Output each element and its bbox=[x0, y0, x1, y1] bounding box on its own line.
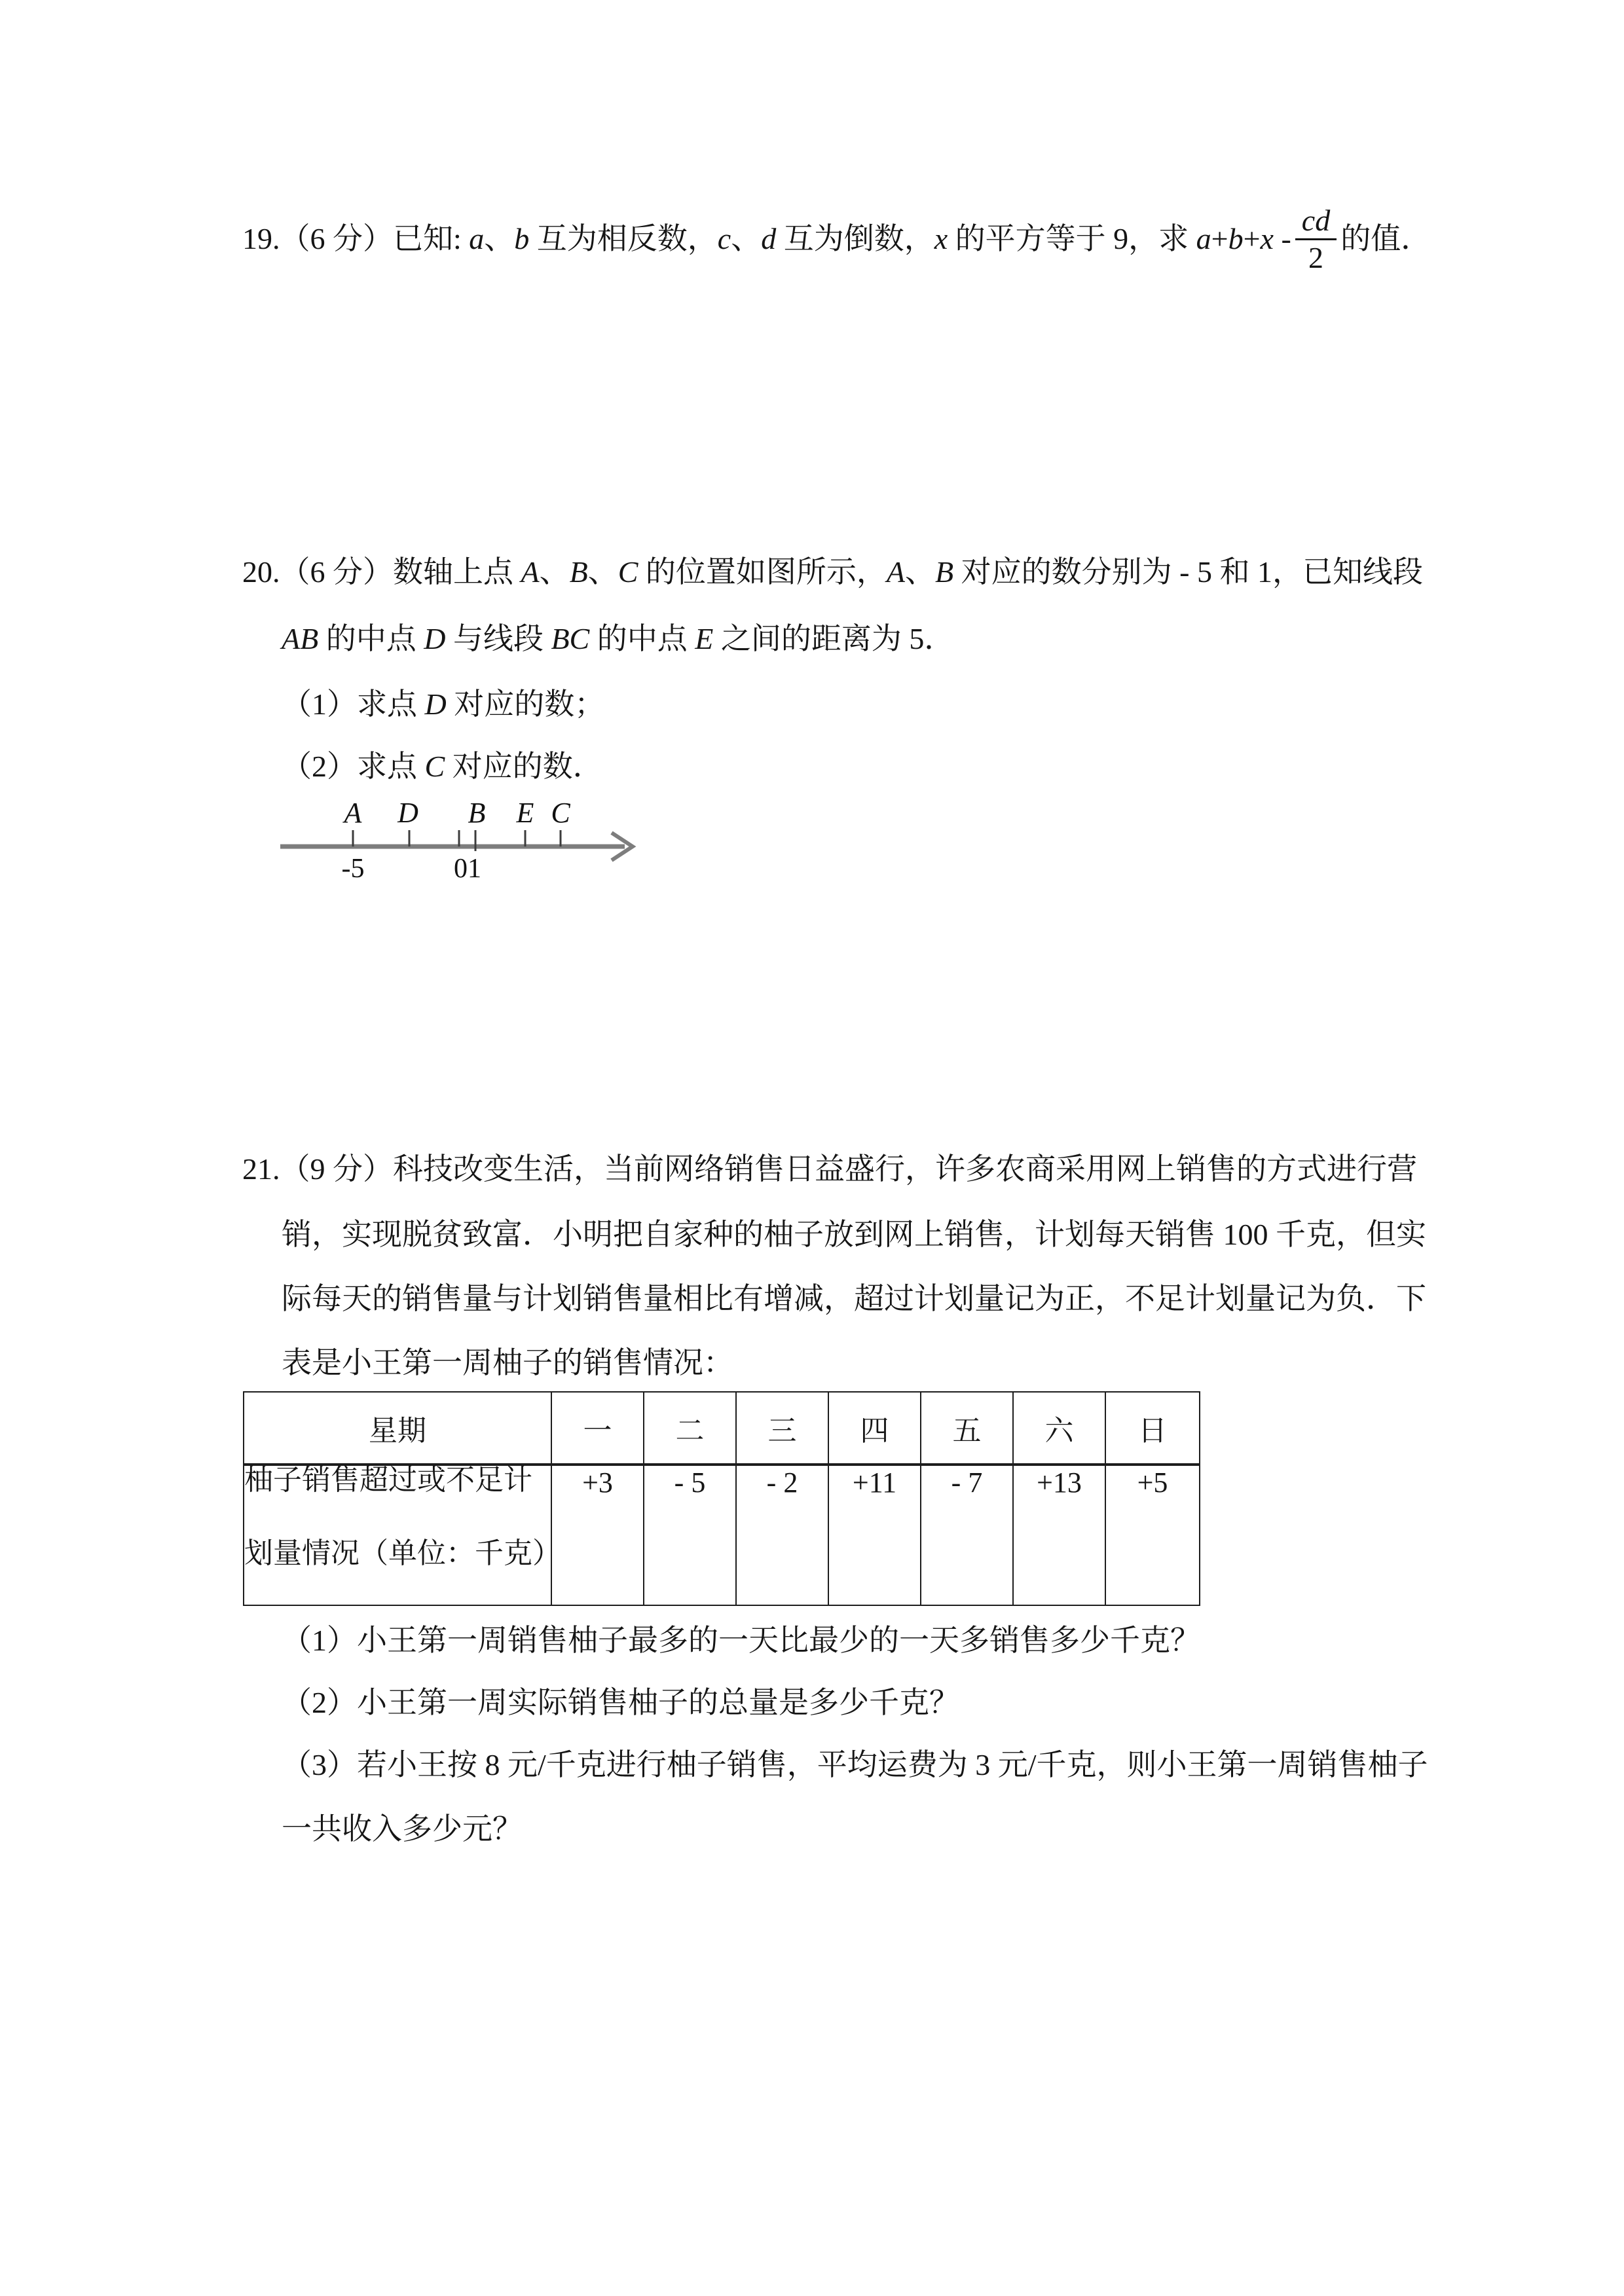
point-label-A: A bbox=[344, 797, 362, 829]
tick-value-minus5: -5 bbox=[341, 854, 365, 884]
header-sat: 六 bbox=[1013, 1392, 1105, 1465]
header-sun: 日 bbox=[1105, 1392, 1200, 1465]
point-label-B: B bbox=[468, 797, 486, 829]
q19-fraction-denominator: 2 bbox=[1308, 240, 1323, 274]
header-thu: 四 bbox=[828, 1392, 921, 1465]
sales-table-header-row bbox=[244, 1392, 1200, 1465]
question-21-item3-line1: （3）若小王按 8 元/千克进行柚子销售，平均运费为 3 元/千克，则小王第一周销售柚子 bbox=[282, 1748, 1428, 1781]
question-20-item1: （1）求点 D 对应的数； bbox=[282, 687, 605, 721]
question-21-line4: 表是小王第一周柚子的销售情况： bbox=[282, 1346, 733, 1379]
header-wed: 三 bbox=[736, 1392, 828, 1465]
sales-table-data-row bbox=[244, 1465, 1200, 1605]
value-sun: +5 bbox=[1105, 1465, 1200, 1605]
question-20-line1: 20.（6 分）数轴上点 A、B、C 的位置如图所示，A、B 对应的数分别为 - 5 和 1，已知线段 bbox=[242, 555, 1423, 589]
number-line-figure bbox=[275, 784, 648, 886]
value-mon: +3 bbox=[551, 1465, 644, 1605]
question-21-line1: 21.（9 分）科技改变生活，当前网络销售日益盛行，许多农商采用网上销售的方式进行营 bbox=[242, 1152, 1417, 1186]
point-label-E: E bbox=[516, 797, 534, 829]
question-21-item1: （1）小王第一周销售柚子最多的一天比最少的一天多销售多少千克？ bbox=[282, 1624, 1200, 1657]
q19-text-after-fraction: 的值． bbox=[1340, 221, 1431, 255]
row-label-line1: 柚子销售超过或不足计 bbox=[244, 1464, 532, 1496]
header-mon: 一 bbox=[551, 1392, 644, 1465]
point-label-C: C bbox=[551, 797, 570, 829]
question-21-line3: 际每天的销售量与计划销售量相比有增减，超过计划量记为正，不足计划量记为负．下 bbox=[282, 1282, 1426, 1315]
value-tue: - 5 bbox=[644, 1465, 736, 1605]
question-19 bbox=[242, 196, 1431, 282]
row-label-cell bbox=[244, 1464, 561, 1605]
question-21-item3-line2: 一共收入多少元？ bbox=[282, 1812, 523, 1846]
value-thu: +11 bbox=[828, 1465, 921, 1605]
header-fri: 五 bbox=[921, 1392, 1013, 1465]
value-wed: - 2 bbox=[736, 1465, 828, 1605]
point-label-D: D bbox=[397, 797, 418, 829]
value-fri: - 7 bbox=[921, 1465, 1013, 1605]
row-label-line2: 划量情况（单位：千克） bbox=[244, 1537, 561, 1569]
question-21-line2: 销，实现脱贫致富．小明把自家种的柚子放到网上销售，计划每天销售 100 千克，但实 bbox=[282, 1218, 1426, 1251]
q19-fraction bbox=[1295, 203, 1337, 274]
q19-text-before-fraction: 19.（6 分）已知: a、b 互为相反数，c、d 互为倒数，x 的平方等于 9，求 a+b+x - bbox=[242, 221, 1291, 255]
header-weekday: 星期 bbox=[244, 1392, 551, 1465]
sales-table bbox=[243, 1391, 1200, 1606]
question-20-item2: （2）求点 C 对应的数． bbox=[282, 750, 603, 783]
tick-value-01: 01 bbox=[454, 854, 481, 884]
question-21-item2: （2）小王第一周实际销售柚子的总量是多少千克？ bbox=[282, 1686, 959, 1719]
value-sat: +13 bbox=[1013, 1465, 1105, 1605]
header-tue: 二 bbox=[644, 1392, 736, 1465]
q19-fraction-numerator: cd bbox=[1295, 206, 1337, 240]
question-20-line2: AB 的中点 D 与线段 BC 的中点 E 之间的距离为 5． bbox=[282, 622, 955, 655]
